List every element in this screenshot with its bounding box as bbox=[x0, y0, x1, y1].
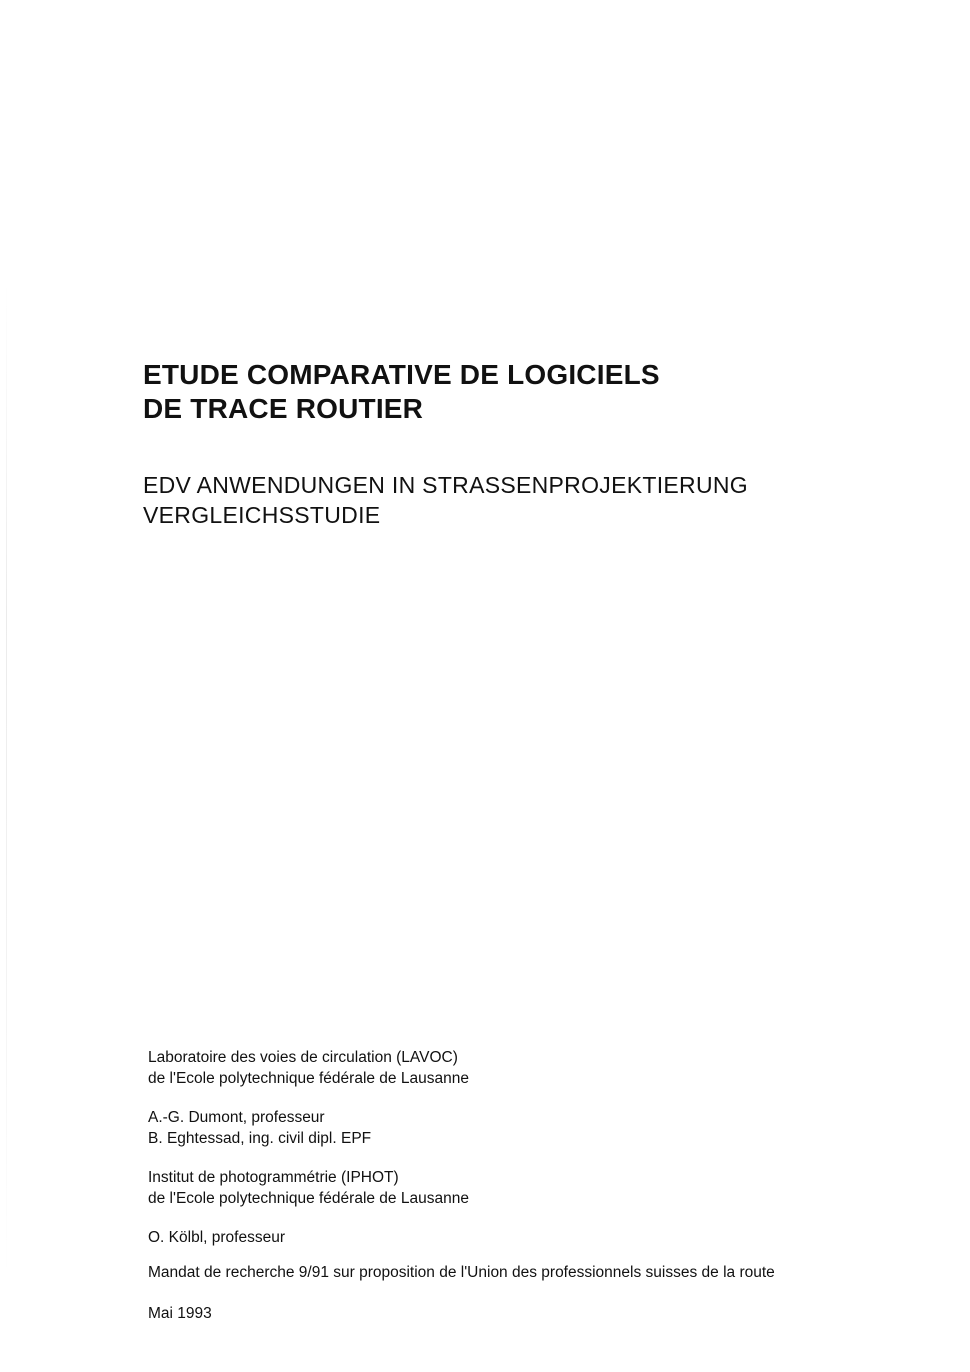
subtitle-line-2: VERGLEICHSSTUDIE bbox=[143, 502, 381, 528]
institute-line-1: Institut de photogrammétrie (IPHOT) bbox=[148, 1169, 399, 1186]
title-line-2: DE TRACE ROUTIER bbox=[143, 393, 424, 424]
laboratory-line-2: de l'Ecole polytechnique fédérale de Lausanne bbox=[148, 1070, 469, 1087]
author-kolbl: O. Kölbl, professeur bbox=[148, 1229, 285, 1246]
subtitle-line-1: EDV ANWENDUNGEN IN STRASSENPROJEKTIERUNG bbox=[143, 472, 748, 498]
author-dumont: A.-G. Dumont, professeur bbox=[148, 1109, 325, 1126]
document-subtitle bbox=[143, 470, 748, 530]
date-text: Mai 1993 bbox=[148, 1305, 212, 1322]
mandate-text: Mandat de recherche 9/91 sur proposition de l'Union des professionnels suisses de la route bbox=[148, 1264, 775, 1281]
laboratory-line-1: Laboratoire des voies de circulation (LAVOC) bbox=[148, 1049, 458, 1066]
laboratory-authors bbox=[148, 1107, 371, 1149]
title-line-1: ETUDE COMPARATIVE DE LOGICIELS bbox=[143, 359, 660, 390]
research-mandate bbox=[148, 1262, 775, 1283]
institute-affiliation bbox=[148, 1167, 469, 1209]
publication-date bbox=[148, 1303, 212, 1324]
author-eghtessad: B. Eghtessad, ing. civil dipl. EPF bbox=[148, 1130, 372, 1147]
institute-line-2: de l'Ecole polytechnique fédérale de Lausanne bbox=[148, 1190, 469, 1207]
institute-authors bbox=[148, 1227, 285, 1248]
laboratory-affiliation bbox=[148, 1047, 469, 1089]
document-title bbox=[143, 358, 660, 426]
scan-edge-shadow bbox=[6, 280, 7, 1280]
